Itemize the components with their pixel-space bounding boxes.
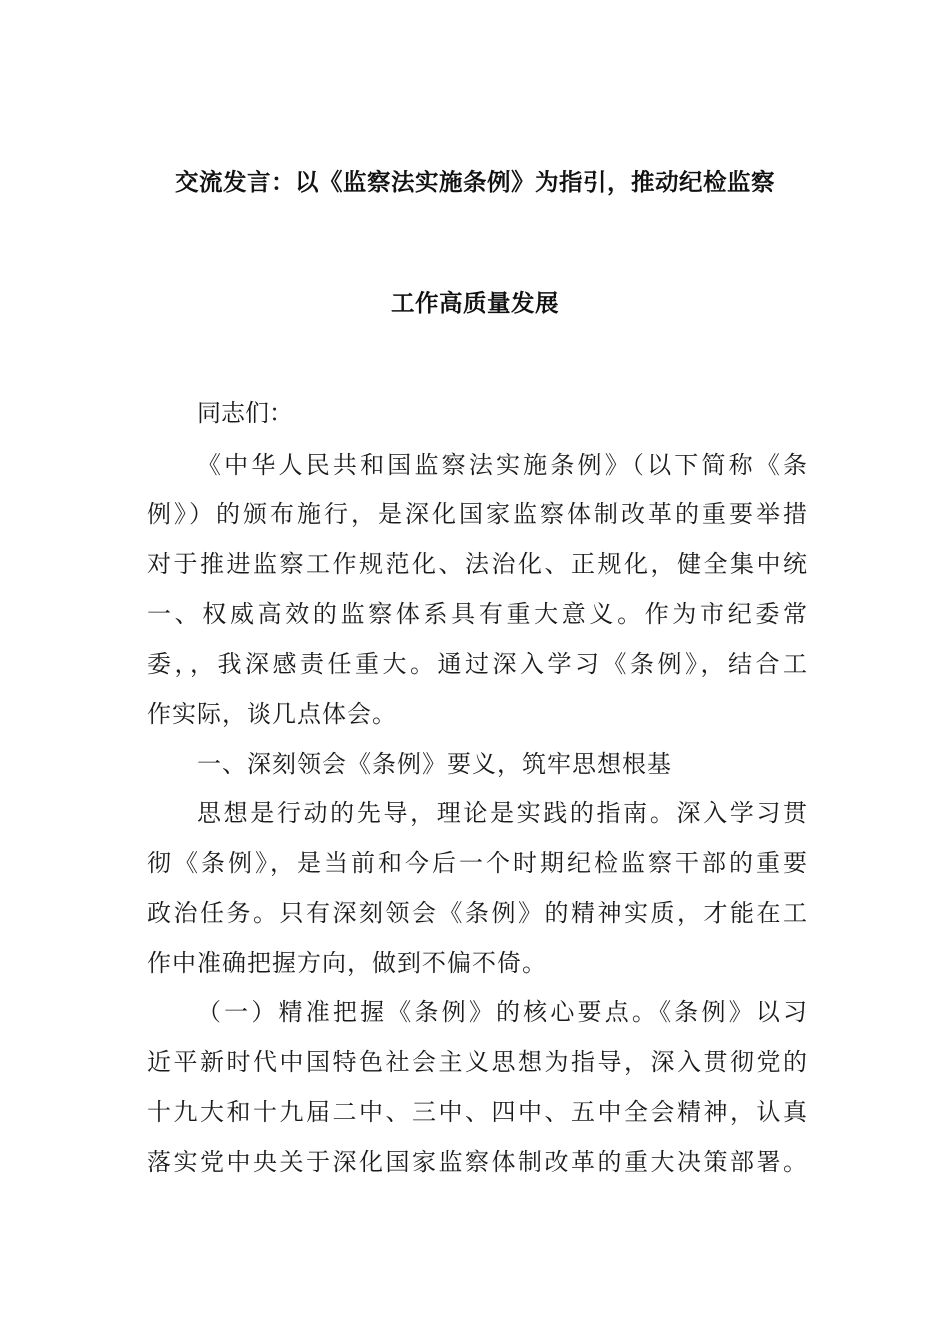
paragraph-3-line: （一）精准把握《条例》的核心要点。《条例》以习 xyxy=(197,998,807,1026)
paragraph-3-line: 近平新时代中国特色社会主义思想为指导，深入贯彻党的 xyxy=(147,1048,807,1076)
salutation: 同志们： xyxy=(197,399,293,427)
paragraph-2-line: 作中准确把握方向，做到不偏不倚。 xyxy=(147,949,547,977)
paragraph-2-line: 政治任务。只有深刻领会《条例》的精神实质，才能在工 xyxy=(147,899,807,927)
paragraph-2-line: 思想是行动的先导，理论是实践的指南。深入学习贯 xyxy=(197,799,807,827)
document-title-line-1: 交流发言：以《监察法实施条例》为指引，推动纪检监察 xyxy=(175,168,775,196)
paragraph-3-line: 落实党中央关于深化国家监察体制改革的重大决策部署。 xyxy=(147,1148,807,1176)
document-title-line-2: 工作高质量发展 xyxy=(391,289,559,317)
paragraph-3-line: 十九大和十九届二中、三中、四中、五中全会精神，认真 xyxy=(147,1098,807,1126)
paragraph-1-line: 委，，我深感责任重大。通过深入学习《条例》，结合工 xyxy=(147,650,807,678)
paragraph-1-line: 例》）的颁布施行，是深化国家监察体制改革的重要举措 xyxy=(147,500,807,528)
paragraph-2-line: 彻《条例》，是当前和今后一个时期纪检监察干部的重要 xyxy=(147,849,807,877)
paragraph-1-line: 对于推进监察工作规范化、法治化、正规化，健全集中统 xyxy=(147,550,807,578)
paragraph-1-line: 作实际，谈几点体会。 xyxy=(147,700,397,728)
paragraph-1-line: 一、权威高效的监察体系具有重大意义。作为市纪委常 xyxy=(147,600,807,628)
paragraph-1-line: 《中华人民共和国监察法实施条例》（以下简称《条 xyxy=(197,451,807,479)
section-heading-1: 一、深刻领会《条例》要义，筑牢思想根基 xyxy=(197,750,672,778)
